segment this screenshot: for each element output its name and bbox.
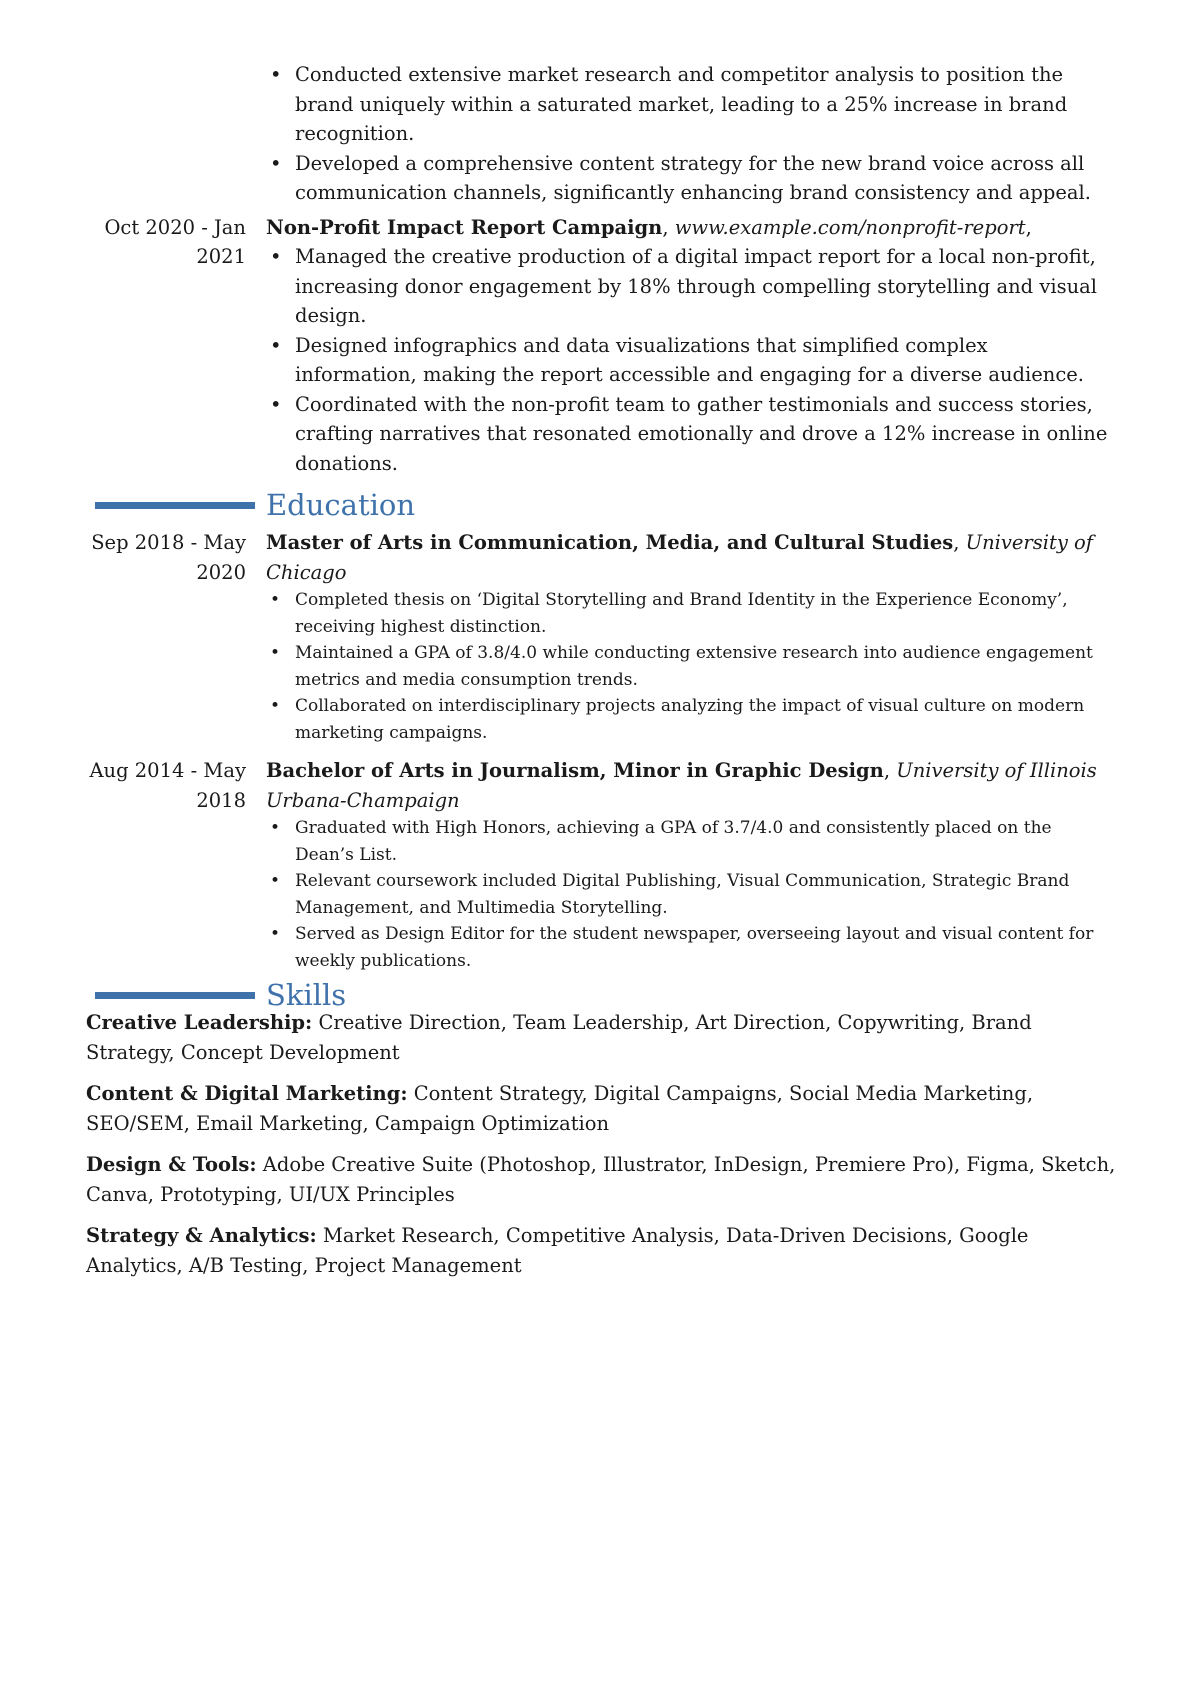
experience-entry-tail (0, 0, 1190, 208)
section-accent-bar (95, 502, 255, 509)
entry-date: Sep 2018 - May 2020 (91, 531, 246, 584)
bullet-item: • Managed the creative production of a digital impact report for a local non-profit, increasing donor engagement by 18% through compelling storytelling and visual design. (266, 242, 1108, 331)
skill-group (86, 1079, 1116, 1138)
skill-group-items: Content Strategy, Digital Campaigns, Social Media Marketing, SEO/SEM, Email Marketing, Campaign Optimization (86, 1082, 1034, 1135)
project-url[interactable]: www.example.com/nonprofit-report (674, 215, 1026, 239)
education-bullets (266, 587, 1108, 746)
entry-date: Aug 2014 - May 2018 (89, 759, 246, 812)
project-bullets (266, 242, 1108, 478)
skill-group-items: Creative Direction, Team Leadership, Art Direction, Copywriting, Brand Strategy, Concept Development (86, 1011, 1032, 1064)
bullet-item: • Maintained a GPA of 3.8/4.0 while conducting extensive research into audience engagement metrics and media consumption trends. (266, 640, 1108, 693)
section-title: Education (266, 488, 416, 522)
bullet-item: • Completed thesis on ‘Digital Storytelling and Brand Identity in the Experience Economy’, receiving highest distinction. (266, 587, 1108, 640)
skill-group (86, 1150, 1116, 1209)
skill-group (86, 1008, 1116, 1067)
project-entry (0, 213, 1190, 479)
section-accent-bar (95, 992, 255, 999)
bullet-item: • Conducted extensive market research and competitor analysis to position the brand uniquely within a saturated market, leading to a 25% increase in brand recognition. (266, 60, 1108, 149)
skills-section-header (0, 976, 1190, 1012)
skill-group-label: Creative Leadership: (86, 1011, 313, 1034)
education-bullets (266, 815, 1108, 974)
entry-heading: Bachelor of Arts in Journalism, Minor in Graphic Design, University of Illinois Urbana-Champaign (266, 759, 1097, 812)
school-name: University of Chicago (266, 531, 1093, 584)
experience-bullets (266, 60, 1108, 208)
skill-group-label: Design & Tools: (86, 1153, 257, 1176)
bullet-item: • Coordinated with the non-profit team to gather testimonials and success stories, crafting narratives that resonated emotionally and drove a 12% increase in online donations. (266, 390, 1108, 479)
bullet-item: • Served as Design Editor for the student newspaper, overseeing layout and visual content for weekly publications. (266, 921, 1108, 974)
degree-title: Bachelor of Arts in Journalism, Minor in Graphic Design (266, 759, 884, 782)
bullet-item: • Developed a comprehensive content strategy for the new brand voice across all communication channels, significantly enhancing brand consistency and appeal. (266, 149, 1108, 208)
bullet-item: • Graduated with High Honors, achieving a GPA of 3.7/4.0 and consistently placed on the Dean’s List. (266, 815, 1108, 868)
skills-list (0, 1008, 1190, 1280)
entry-heading: Master of Arts in Communication, Media, and Cultural Studies, University of Chicago (266, 531, 1093, 584)
skill-group-items: Adobe Creative Suite (Photoshop, Illustrator, InDesign, Premiere Pro), Figma, Sketch, Canva, Prototyping, UI/UX Principles (86, 1153, 1116, 1206)
bullet-item: • Collaborated on interdisciplinary projects analyzing the impact of visual culture on modern marketing campaigns. (266, 693, 1108, 746)
degree-title: Master of Arts in Communication, Media, and Cultural Studies (266, 531, 954, 554)
skill-group-label: Strategy & Analytics: (86, 1224, 317, 1247)
education-entry (0, 756, 1190, 974)
school-name: University of Illinois Urbana-Champaign (266, 759, 1097, 812)
entry-date: Oct 2020 - Jan 2021 (104, 215, 246, 268)
education-entry (0, 528, 1190, 746)
skill-group-label: Content & Digital Marketing: (86, 1082, 408, 1105)
section-title: Skills (266, 978, 347, 1012)
skill-group-items: Market Research, Competitive Analysis, Data-Driven Decisions, Google Analytics, A/B Testing, Project Management (86, 1224, 1029, 1277)
bullet-item: • Relevant coursework included Digital Publishing, Visual Communication, Strategic Brand Management, and Multimedia Storytelling. (266, 868, 1108, 921)
bullet-item: • Designed infographics and data visualizations that simplified complex information, making the report accessible and engaging for a diverse audience. (266, 331, 1108, 390)
project-title: Non-Profit Impact Report Campaign (266, 215, 663, 239)
skill-group (86, 1221, 1116, 1280)
education-section-header (0, 486, 1190, 526)
entry-heading: Non-Profit Impact Report Campaign, www.example.com/nonprofit-report, (266, 215, 1032, 239)
